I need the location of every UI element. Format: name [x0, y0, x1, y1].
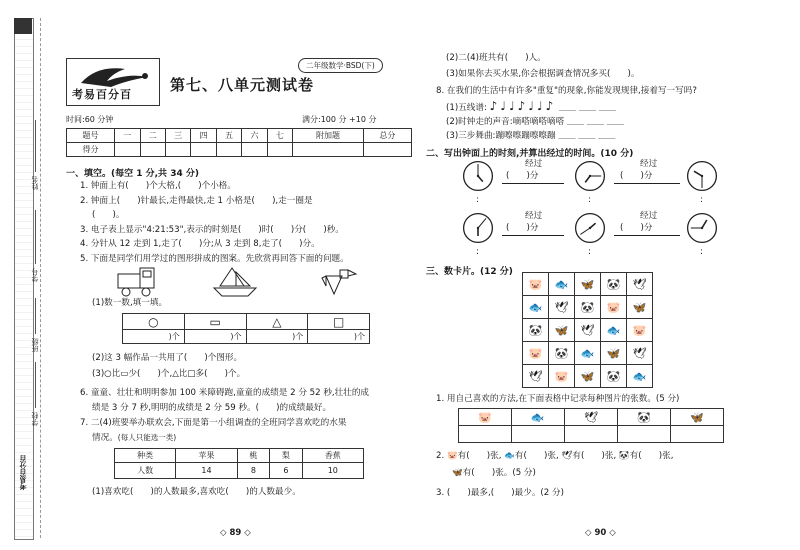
circle-shape-icon: ○ — [123, 314, 185, 330]
eighth-note-icon: ♪ — [517, 99, 529, 113]
score-cell: 二 — [140, 129, 165, 143]
question-7-3: (3)如果你去买水果,你会根据调查情况多买( )。 — [446, 69, 640, 79]
elapsed-minutes-field[interactable]: ( )分 — [506, 171, 539, 181]
fruit-header-cell: 香蕉 — [302, 449, 363, 463]
score-cell: 总分 — [363, 129, 411, 143]
arrow-line — [502, 235, 564, 236]
dove-card-icon: 🕊 — [575, 319, 601, 342]
time-answer-field[interactable]: : — [476, 247, 479, 257]
fish-card-icon: 🐟 — [627, 365, 653, 388]
butterfly-card-icon: 🦋 — [601, 342, 627, 365]
score-input-cell[interactable] — [140, 143, 165, 157]
count-pig-field[interactable]: 有( )张, — [457, 451, 502, 461]
question-2b: ( )。 — [92, 210, 125, 220]
spine-line-id — [35, 210, 36, 264]
butterfly-card-icon: 🦋 — [627, 296, 653, 319]
spine-line-class — [35, 298, 36, 334]
arrow-line — [502, 183, 564, 184]
answer-blank-lines[interactable]: ＿＿ ＿＿ ＿＿ — [559, 103, 617, 113]
fruit-header-cell: 桃 — [237, 449, 269, 463]
count-fish-field[interactable]: 有( )张, — [514, 451, 559, 461]
question-4: 4. 分针从 12 走到 1,走了( )分;从 3 走到 8,走了( )分。 — [80, 239, 320, 249]
grade-badge: 二年级数学·BSD(下) — [298, 58, 383, 73]
section-count-cards: 三、数卡片。(12 分) — [426, 267, 513, 277]
clock-face-icon — [686, 212, 718, 244]
question-5-2: (2)这 3 幅作品一共用了( )个图形。 — [92, 353, 243, 363]
elapsed-label: 经过 — [525, 159, 543, 169]
spine-field-id: 学号 — [31, 268, 39, 282]
brand-logo-text: 考易百分百 — [72, 88, 132, 101]
question-7-note: (每人只能选一类) — [117, 433, 177, 442]
question-5: 5. 下面是同学们用学过的图形拼成的图案。先欣赏再回答下面的问题。 — [80, 254, 349, 264]
question-1: 1. 钟面上有( )个大格,( )个小格。 — [80, 181, 236, 191]
score-input-cell[interactable] — [267, 143, 292, 157]
dove-card-icon: 🕊 — [627, 273, 653, 296]
fruit-survey-table — [114, 448, 364, 479]
count-cell-rectangle[interactable]: )个 — [184, 330, 246, 344]
square-shape-icon: □ — [308, 314, 370, 330]
truck-figure — [118, 268, 154, 296]
question-7b-text: 情况。 — [92, 433, 118, 443]
panda-card-icon: 🐼 — [601, 365, 627, 388]
pig-icon: 🐷 — [459, 409, 512, 426]
dove-card-icon: 🕊 — [627, 342, 653, 365]
question-7b — [92, 432, 176, 444]
butterfly-icon: 🦋 — [671, 409, 724, 426]
exam-score: 满分:100 分 +10 分 — [302, 115, 377, 124]
question-8-1 — [446, 100, 616, 114]
quarter-note-icon: ♩ — [500, 99, 509, 113]
score-cell: 附加题 — [293, 129, 364, 143]
fish-icon: 🐟 — [511, 409, 564, 426]
clock-face-icon — [462, 160, 494, 192]
clock-face-icon — [574, 212, 606, 244]
elapsed-minutes-field[interactable]: ( )分 — [620, 171, 653, 181]
score-cell: 七 — [267, 129, 292, 143]
elapsed-label: 经过 — [640, 211, 658, 221]
eighth-note-icon: ♪ — [489, 99, 501, 113]
panda-icon: 🐼 — [618, 409, 671, 426]
spine-field-school: 学校 — [31, 412, 39, 426]
exam-time: 时间:60 分钟 — [66, 115, 114, 124]
butterfly-icon: 🦋 — [452, 468, 463, 478]
fruit-header-cell: 种类 — [115, 449, 176, 463]
question-3: 3. 电子表上显示"4:21:53",表示的时刻是( )时( )分( )秒。 — [80, 225, 344, 235]
pig-card-icon: 🐷 — [549, 365, 575, 388]
time-answer-field[interactable]: : — [588, 195, 591, 205]
fruit-value-cell: 14 — [176, 463, 237, 479]
score-table-header-row — [67, 129, 412, 143]
page-title: 第七、八单元测试卷 — [170, 76, 315, 94]
card-record-table — [458, 408, 724, 443]
question-cards-2-number: 2. — [436, 451, 445, 461]
answer-blank-lines[interactable]: ＿＿ ＿＿ ＿＿ — [566, 117, 624, 127]
question-7-2: (2)二(4)班共有( )人。 — [446, 53, 546, 63]
count-cell-square[interactable]: )个 — [308, 330, 370, 344]
spine-line-name — [35, 120, 36, 172]
bird-figure — [322, 270, 356, 294]
question-5-3: (3)○比▭少( )个,△比□多( )个。 — [92, 369, 246, 379]
butterfly-card-icon: 🦋 — [549, 319, 575, 342]
score-input-cell[interactable] — [363, 143, 411, 157]
score-cell: 四 — [191, 129, 216, 143]
boat-figure — [214, 268, 256, 296]
score-input-cell[interactable] — [191, 143, 216, 157]
pig-icon: 🐷 — [446, 451, 458, 461]
spine-field-name: 姓名 — [31, 176, 39, 190]
card-grid — [522, 272, 653, 388]
binding-cap — [14, 18, 32, 34]
rabbit-logo-icon — [67, 59, 159, 89]
elapsed-label: 经过 — [525, 211, 543, 221]
fish-card-icon: 🐟 — [523, 296, 549, 319]
elapsed-minutes-field[interactable]: ( )分 — [506, 223, 539, 233]
spine-line-school — [35, 362, 36, 408]
quarter-note-icon: ♩ — [536, 99, 546, 113]
question-8-2 — [446, 116, 624, 128]
fruit-value-cell: 6 — [270, 463, 302, 479]
question-7-1: (1)喜欢吃( )的人数最多,喜欢吃( )的人数最少。 — [92, 487, 301, 497]
count-cell-circle[interactable]: )个 — [123, 330, 185, 344]
pig-card-icon: 🐷 — [523, 273, 549, 296]
dove-card-icon: 🕊 — [549, 296, 575, 319]
arrow-line — [614, 183, 680, 184]
count-cell-triangle[interactable]: )个 — [246, 330, 308, 344]
arrow-line — [614, 235, 680, 236]
section-fill-blanks: 一、填空。(每空 1 分,共 34 分) — [66, 169, 199, 179]
quarter-note-icon: ♩ — [528, 99, 537, 113]
question-cards-3: 3. ( )最多,( )最少。(2 分) — [436, 488, 564, 498]
score-input-cell[interactable] — [293, 143, 364, 157]
score-cell: 五 — [216, 129, 241, 143]
panda-card-icon: 🐼 — [575, 296, 601, 319]
question-cards-1: 1. 用自己喜欢的方法,在下面表格中记录每种图片的张数。(5 分) — [436, 394, 680, 404]
question-8-3-text: (3)三步舞曲:蹦嚓嚓蹦嚓嚓蹦 — [446, 131, 556, 141]
count-dove-field[interactable]: 有( )张, — [572, 451, 617, 461]
question-8: 8. 在我们的生活中有许多"重复"的现象,你能发现规律,接着写一写吗? — [436, 86, 697, 96]
clock-face-icon — [462, 212, 494, 244]
fruit-value-cell: 人数 — [115, 463, 176, 479]
fish-card-icon: 🐟 — [601, 319, 627, 342]
fish-card-icon: 🐟 — [575, 342, 601, 365]
question-cards-2b — [452, 467, 536, 479]
clock-face-icon — [574, 160, 606, 192]
score-input-cell[interactable] — [216, 143, 241, 157]
fish-icon: 🐟 — [504, 451, 515, 461]
question-5-1: (1)数一数,填一填。 — [92, 298, 168, 308]
score-cell: 一 — [115, 129, 140, 143]
panda-card-icon: 🐼 — [523, 319, 549, 342]
record-cell[interactable] — [511, 426, 564, 443]
fruit-value-cell: 8 — [237, 463, 269, 479]
dove-card-icon: 🕊 — [523, 365, 549, 388]
dove-icon: 🕊 — [561, 451, 573, 461]
panda-card-icon: 🐼 — [601, 273, 627, 296]
music-note-icons — [490, 99, 557, 113]
score-input-cell[interactable] — [165, 143, 190, 157]
spine-field-class: 班级 — [31, 338, 39, 352]
question-8-2-text: (2)时钟走的声音:嘀嗒嘀嗒嘀嗒 — [446, 117, 565, 127]
record-cell[interactable] — [671, 426, 724, 443]
elapsed-label: 经过 — [640, 159, 658, 169]
pig-card-icon: 🐷 — [523, 342, 549, 365]
shape-count-table — [122, 313, 370, 344]
dove-icon: 🕊 — [564, 409, 618, 426]
page-number-left: ◇ 89 ◇ — [220, 528, 251, 538]
question-6a: 6. 童童、壮壮和明明参加 100 米障碍跑,童童的成绩是 2 分 52 秒,壮壮的成 — [80, 388, 370, 398]
score-cell: 六 — [242, 129, 267, 143]
fruit-value-cell: 10 — [302, 463, 363, 479]
page-number-right: ◇ 90 ◇ — [585, 528, 616, 538]
triangle-shape-icon: △ — [246, 314, 308, 330]
fruit-header-cell: 苹果 — [176, 449, 237, 463]
count-butterfly-field[interactable]: 有( )张。(5 分) — [462, 468, 536, 478]
butterfly-card-icon: 🦋 — [575, 365, 601, 388]
score-input-cell[interactable] — [242, 143, 267, 157]
score-cell: 得分 — [67, 143, 115, 157]
score-cell: 三 — [165, 129, 190, 143]
shape-pictures — [112, 266, 382, 300]
time-answer-field[interactable]: : — [700, 195, 703, 205]
clock-face-icon — [686, 160, 718, 192]
eighth-note-icon: ♪ — [545, 99, 557, 113]
elapsed-minutes-field[interactable]: ( )分 — [620, 223, 653, 233]
fruit-header-cell: 梨 — [270, 449, 302, 463]
score-table-value-row — [67, 143, 412, 157]
pig-card-icon: 🐷 — [627, 319, 653, 342]
question-7a: 7. 二(4)班要举办联欢会,下面是第一小组调查的全班同学喜欢吃的水果 — [80, 418, 347, 428]
quarter-note-icon: ♩ — [508, 99, 518, 113]
spine-logo: 考易百分百 — [19, 455, 27, 490]
panda-icon: 🐼 — [618, 451, 630, 461]
rectangle-shape-icon: ▭ — [184, 314, 246, 330]
record-cell[interactable] — [459, 426, 512, 443]
record-cell[interactable] — [564, 426, 618, 443]
question-8-1-label: (1)五线谱: — [446, 103, 487, 113]
time-answer-field[interactable]: : — [700, 247, 703, 257]
question-cards-2 — [436, 450, 673, 462]
fish-card-icon: 🐟 — [549, 273, 575, 296]
score-cell: 题号 — [67, 129, 115, 143]
question-6b: 绩是 3 分 7 秒,明明的成绩是 2 分 59 秒。( )的成绩最好。 — [92, 403, 332, 413]
time-answer-field[interactable]: : — [588, 247, 591, 257]
count-panda-field[interactable]: 有( )张, — [629, 451, 674, 461]
answer-blank-lines[interactable]: ＿＿ ＿＿ ＿＿ — [558, 131, 616, 141]
panda-card-icon: 🐼 — [549, 342, 575, 365]
question-2a: 2. 钟面上( )针最长,走得最快,走 1 小格是( ),走一圈是 — [80, 196, 313, 206]
time-answer-field[interactable]: : — [476, 195, 479, 205]
record-cell[interactable] — [618, 426, 671, 443]
butterfly-card-icon: 🦋 — [575, 273, 601, 296]
question-8-3 — [446, 130, 615, 142]
score-input-cell[interactable] — [115, 143, 140, 157]
score-table — [66, 128, 412, 157]
pig-card-icon: 🐷 — [601, 296, 627, 319]
section-clock-times: 二、写出钟面上的时刻,并算出经过的时间。(10 分) — [426, 149, 634, 159]
